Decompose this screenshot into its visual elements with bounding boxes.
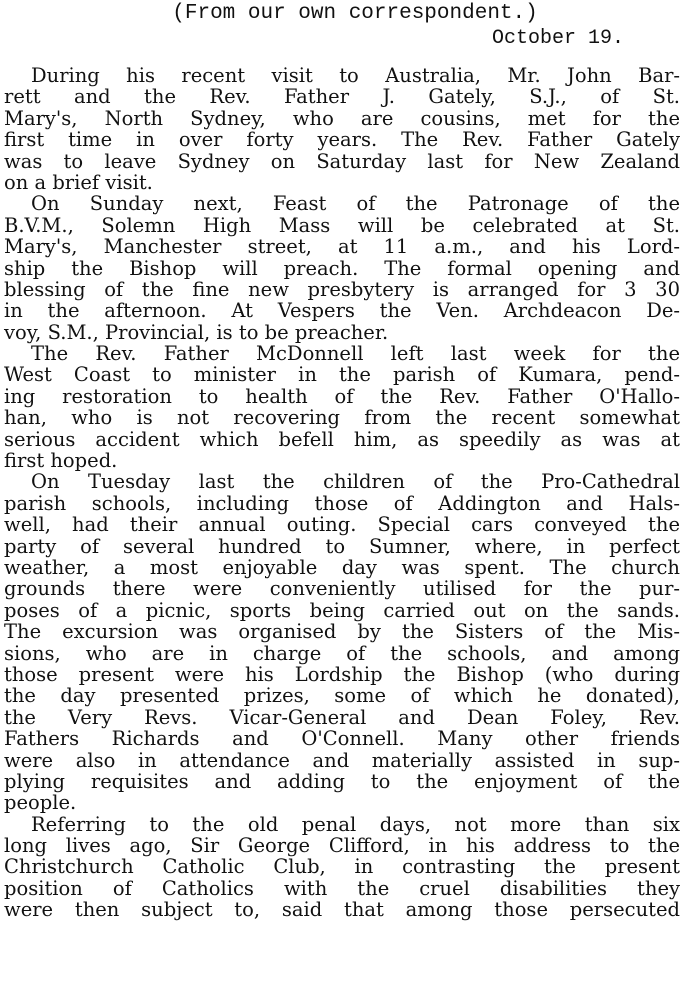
text-line: first hoped. [4,449,118,473]
text-line: B.V.M., Solemn High Mass will be celebrated at St. [4,213,680,237]
text-line: was to leave Sydney on Saturday last for New Zealand [4,149,680,173]
text-line: grounds there were conveniently utilised for the pur- [4,577,680,601]
text-line: han, who is not recovering from the recent somewhat [4,406,680,430]
article-body [4,65,680,921]
byline: (From our own correspondent.) [172,2,538,25]
dateline: October 19. [491,27,624,50]
text-line: were then subject to, said that among those persecuted [4,898,680,922]
article-paragraph [4,814,680,921]
text-line: The excursion was organised by the Sisters of the Mis- [4,620,680,644]
text-line: well, had their annual outing. Special cars conveyed the [4,513,680,537]
text-line: Mary's, North Sydney, who are cousins, met for the [4,106,680,130]
text-line: the Very Revs. Vicar-General and Dean Foley, Rev. [4,705,680,729]
text-line: Fathers Richards and O'Connell. Many other friends [4,727,680,751]
text-line: West Coast to minister in the parish of Kumara, pend- [4,363,680,387]
text-line: the day presented prizes, some of which he donated), [4,684,680,708]
text-line: During his recent visit to Australia, Mr. John Bar- [31,64,680,87]
text-line: first time in over forty years. The Rev. Father Gately [4,128,680,152]
text-line: voy, S.M., Provincial, is to be preacher. [4,320,389,344]
text-line: long lives ago, Sir George Clifford, in his address to the [4,834,680,858]
text-line: On Sunday next, Feast of the Patronage of the [31,192,680,216]
article-paragraph [4,65,680,193]
text-line: poses of a picnic, sports being carried out on the sands. [4,598,680,622]
text-line: party of several hundred to Sumner, where, in perfect [4,534,680,558]
text-line: were also in attendance and materially assisted in sup- [4,748,680,772]
text-line: plying requisites and adding to the enjoyment of the [4,769,680,793]
text-line: Christchurch Catholic Club, in contrasting the present [4,855,680,879]
text-line: sions, who are in charge of the schools, and among [4,641,680,665]
text-line: Mary's, Manchester street, at 11 a.m., and his Lord- [4,235,680,259]
article-paragraph [4,471,680,813]
text-line: weather, a most enjoyable day was spent. The church [4,555,680,579]
text-line: on a brief visit. [4,170,153,194]
text-line: blessing of the fine new presbytery is arranged for 3 30 [4,277,680,301]
text-line: The Rev. Father McDonnell left last week for the [31,342,680,366]
text-line: serious accident which befell him, as speedily as was at [4,427,680,451]
text-line: parish schools, including those of Addington and Hals- [4,491,680,515]
newspaper-column [4,2,680,921]
text-line: rett and the Rev. Father J. Gately, S.J., of St. [4,85,680,109]
text-line: in the afternoon. At Vespers the Ven. Archdeacon De- [4,299,680,323]
text-line: ing restoration to health of the Rev. Father O'Hallo- [4,384,680,408]
text-line: people. [4,791,77,815]
text-line: those present were his Lordship the Bishop (who during [4,662,680,686]
text-line: ship the Bishop will preach. The formal opening and [4,256,680,280]
text-line: position of Catholics with the cruel disabilities they [4,876,680,900]
text-line: Referring to the old penal days, not more than six [31,812,680,836]
text-line: On Tuesday last the children of the Pro-Cathedral [31,470,680,494]
article-paragraph [4,343,680,471]
article-paragraph [4,193,680,343]
